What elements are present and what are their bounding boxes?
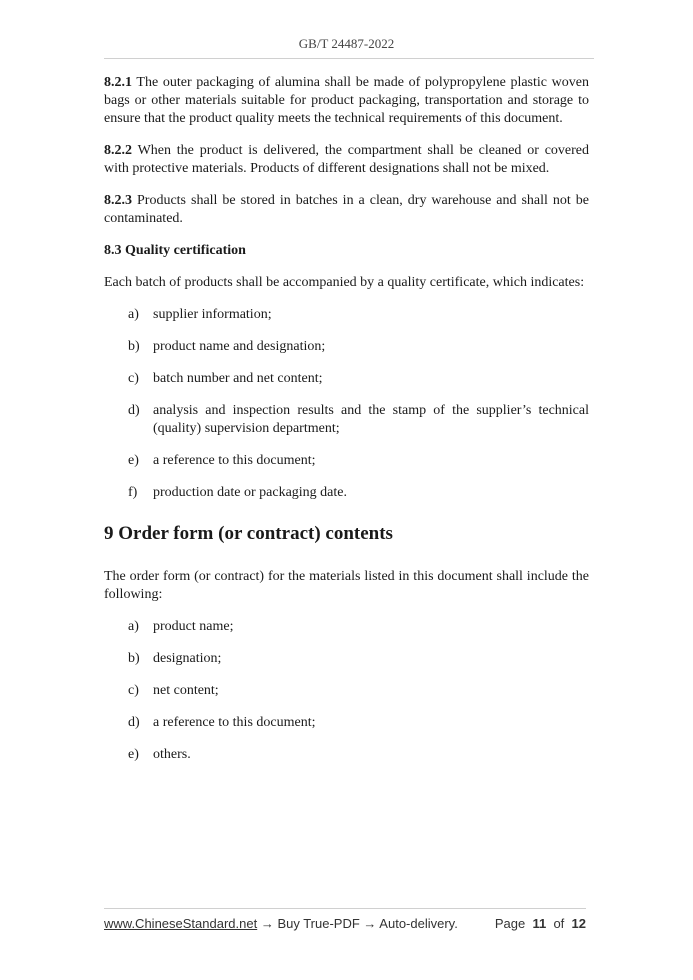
list-item: [104, 650, 589, 668]
list-marker: a): [128, 619, 139, 634]
clause-number: 8.2.1: [104, 75, 132, 90]
list-marker: d): [128, 403, 140, 418]
of-word: of: [553, 916, 565, 931]
clause-number: 8.2.2: [104, 143, 132, 158]
order-intro: The order form (or contract) for the materials listed in this document shall include the following:: [104, 569, 589, 602]
clause-text: When the product is delivered, the compartment shall be cleaned or covered with protective materials. Products of different designations shall not be mixed.: [104, 143, 589, 176]
list-item: [104, 370, 589, 388]
clause-8-2-1: [104, 74, 589, 128]
footer-tagline: → Buy True-PDF → Auto-delivery.: [260, 916, 458, 931]
list-item: [104, 306, 589, 324]
list-item-text: supplier information;: [153, 307, 272, 322]
list-marker: b): [128, 339, 140, 354]
list-item-text: a reference to this document;: [153, 715, 316, 730]
list-item-text: product name;: [153, 619, 234, 634]
page-total: 12: [571, 916, 586, 931]
quality-intro: Each batch of products shall be accompanied by a quality certificate, which indicates:: [104, 275, 585, 290]
list-item: [104, 746, 589, 764]
list-item-text: others.: [153, 747, 191, 762]
list-item-text: designation;: [153, 651, 222, 666]
clause-number: 8.2.3: [104, 193, 132, 208]
list-marker: c): [128, 683, 139, 698]
list-marker: b): [128, 651, 140, 666]
list-item-text: a reference to this document;: [153, 453, 316, 468]
list-item-text: product name and designation;: [153, 339, 326, 354]
page-word: Page: [494, 916, 526, 931]
quality-certificate-list: [104, 306, 589, 502]
list-item-text: production date or packaging date.: [153, 485, 347, 500]
list-marker: c): [128, 371, 139, 386]
header-divider: [104, 58, 594, 59]
list-item: [104, 618, 589, 636]
page-indicator: [495, 916, 586, 931]
list-marker: d): [128, 715, 140, 730]
list-item: [104, 484, 589, 502]
order-contents-list: [104, 618, 589, 764]
footer-promo: [104, 916, 458, 931]
list-marker: e): [128, 453, 139, 468]
footer-divider: [104, 908, 586, 909]
page-body: [104, 74, 589, 778]
list-marker: e): [128, 747, 139, 762]
list-item: [104, 402, 589, 438]
list-item: [104, 338, 589, 356]
list-item-text: analysis and inspection results and the stamp of the supplier’s technical (quality) supervision department;: [153, 403, 589, 436]
site-link[interactable]: www.ChineseStandard.net: [104, 916, 258, 931]
page-number: 11: [532, 916, 547, 931]
clause-text: Products shall be stored in batches in a clean, dry warehouse and shall not be contaminated.: [104, 193, 590, 226]
list-item-text: net content;: [153, 683, 219, 698]
list-marker: f): [128, 485, 138, 500]
document-id: GB/T 24487-2022: [298, 36, 395, 51]
section-9-heading: 9 Order form (or contract) contents: [104, 523, 393, 544]
list-item: [104, 714, 589, 732]
clause-8-2-3: [104, 192, 589, 228]
clause-text: The outer packaging of alumina shall be made of polypropylene plastic woven bags or other materials suitable for product packaging, transportation and storage to ensure that the product quality meets the technical requirements of this document.: [104, 75, 589, 126]
list-item: [104, 452, 589, 470]
clause-8-2-2: [104, 142, 589, 178]
list-item: [104, 682, 589, 700]
quality-certification-heading: 8.3 Quality certification: [104, 243, 246, 258]
list-marker: a): [128, 307, 139, 322]
list-item-text: batch number and net content;: [153, 371, 323, 386]
page-header: [0, 36, 693, 52]
